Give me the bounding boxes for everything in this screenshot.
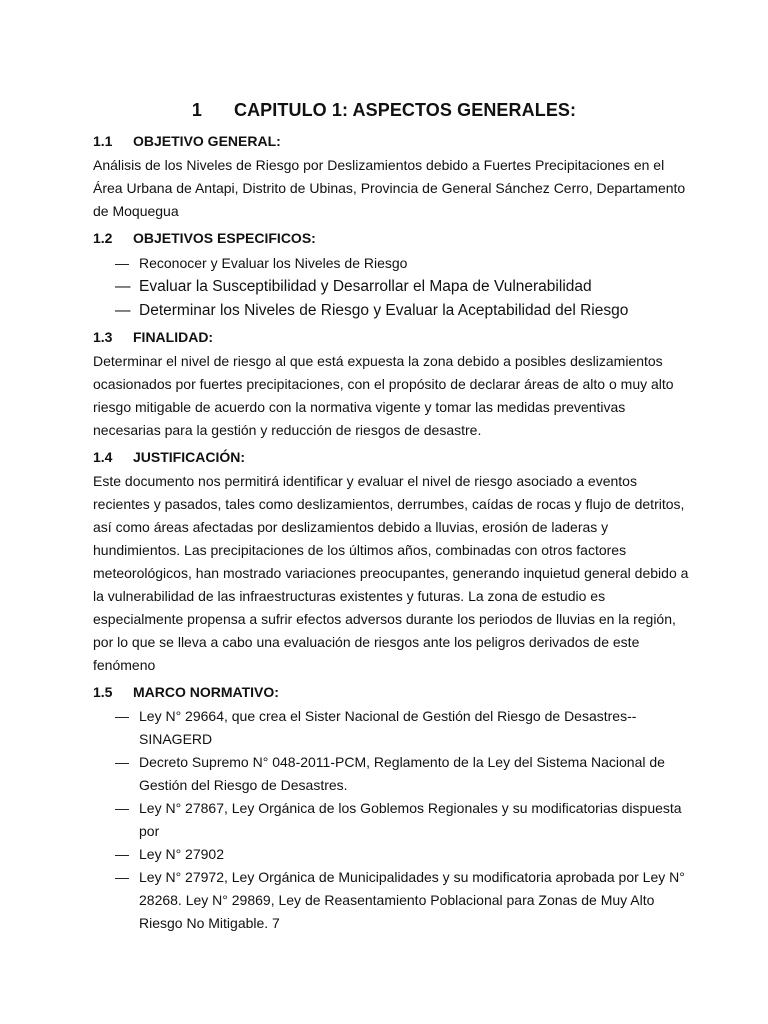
list-item-text: Determinar los Niveles de Riesgo y Evaluar la Aceptabilidad del Riesgo (139, 302, 629, 319)
bullet-dash: — (115, 846, 129, 862)
list-item-text: Ley N° 27867, Ley Orgánica de los Goblemos Regionales y su modificatorias dispuesta por (139, 800, 682, 839)
list-item-text: Ley N° 29664, que crea el Sister Nacional de Gestión del Riesgo de Desastres-- SINAGERD (139, 708, 637, 747)
chapter-number: 1 (191, 100, 202, 120)
section-heading-objetivos-especificos (93, 228, 693, 248)
bullet-dash: — (115, 754, 129, 770)
bullet-dash: — (115, 869, 129, 885)
bullet-dash: — (115, 278, 131, 295)
list-item-text: Ley N° 27902 (139, 846, 224, 862)
objetivos-especificos-list (93, 251, 693, 323)
finalidad-text: Determinar el nivel de riesgo al que está expuesta la zona debido a posibles deslizamientos ocasionados por fuertes precipitaciones, con el propósito de declarar áreas de alto o muy alto riesgo mitigable de acuerdo con la normativa vigente y tomar las medidas preventivas necesarias para la gestión y reducción de riesgos de desastre. (93, 353, 674, 438)
section-number: 1.3 (93, 329, 113, 345)
bullet-dash: — (115, 800, 129, 816)
section-number: 1.4 (93, 449, 113, 465)
section-number: 1.5 (93, 684, 113, 700)
list-item (93, 705, 693, 751)
list-item-text: Decreto Supremo N° 048-2011-PCM, Reglamento de la Ley del Sistema Nacional de Gestión del Riesgo de Desastres. (139, 754, 665, 793)
section-heading-justificacion (93, 447, 693, 467)
section-number: 1.2 (93, 230, 113, 246)
bullet-dash: — (115, 255, 129, 271)
list-item (93, 866, 693, 935)
list-item-text: Ley N° 27972, Ley Orgánica de Municipalidades y su modificatoria aprobada por Ley N° 28268. Ley N° 29869, Ley de Reasentamiento Poblacional para Zonas de Muy Alto Riesgo No Mitigable. 7 (139, 869, 685, 931)
list-item-text: Evaluar la Susceptibilidad y Desarrollar el Mapa de Vulnerabilidad (139, 278, 592, 295)
section-title: JUSTIFICACIÓN: (133, 449, 245, 465)
section-title: OBJETIVO GENERAL: (133, 133, 281, 149)
section-title: OBJETIVOS ESPECIFICOS: (133, 230, 316, 246)
section-heading-finalidad (93, 327, 693, 347)
list-item (93, 797, 693, 843)
section-title: MARCO NORMATIVO: (133, 684, 279, 700)
list-item (93, 751, 693, 797)
objetivo-general-text: Análisis de los Niveles de Riesgo por Deslizamientos debido a Fuertes Precipitaciones en el Área Urbana de Antapi, Distrito de Ubinas, Provincia de General Sánchez Cerro, Departamento de Moquegua (93, 157, 686, 219)
marco-normativo-list (93, 705, 693, 935)
list-item (93, 251, 693, 275)
list-item (93, 843, 693, 866)
list-item-text: Reconocer y Evaluar los Niveles de Riesgo (139, 255, 408, 271)
list-item (93, 299, 693, 323)
bullet-dash: — (115, 302, 131, 319)
section-heading-objetivo-general (93, 131, 693, 151)
chapter-title (0, 100, 768, 121)
document-body (93, 131, 693, 939)
list-item (93, 275, 693, 299)
section-heading-marco-normativo (93, 682, 693, 702)
justificacion-text: Este documento nos permitirá identificar y evaluar el nivel de riesgo asociado a eventos recientes y pasados, tales como deslizamientos, derrumbes, caídas de rocas y flujo de detritos, así como áreas afectadas por deslizamientos debido a lluvias, erosión de laderas y hundimientos. Las precipitaciones de los últimos años, combinadas con otros factores meteorológicos, han mostrado variaciones preocupantes, generando inquietud general debido a la vulnerabilidad de las infraestructuras existentes y futuras. La zona de estudio es especialmente propensa a sufrir efectos adversos durante los periodos de lluvias en la región, por lo que se lleva a cabo una evaluación de riesgos ante los peligros derivados de este fenómeno (93, 473, 689, 673)
chapter-title-text: CAPITULO 1: ASPECTOS GENERALES: (233, 100, 577, 120)
bullet-dash: — (115, 708, 129, 724)
section-number: 1.1 (93, 133, 113, 149)
section-title: FINALIDAD: (133, 329, 214, 345)
